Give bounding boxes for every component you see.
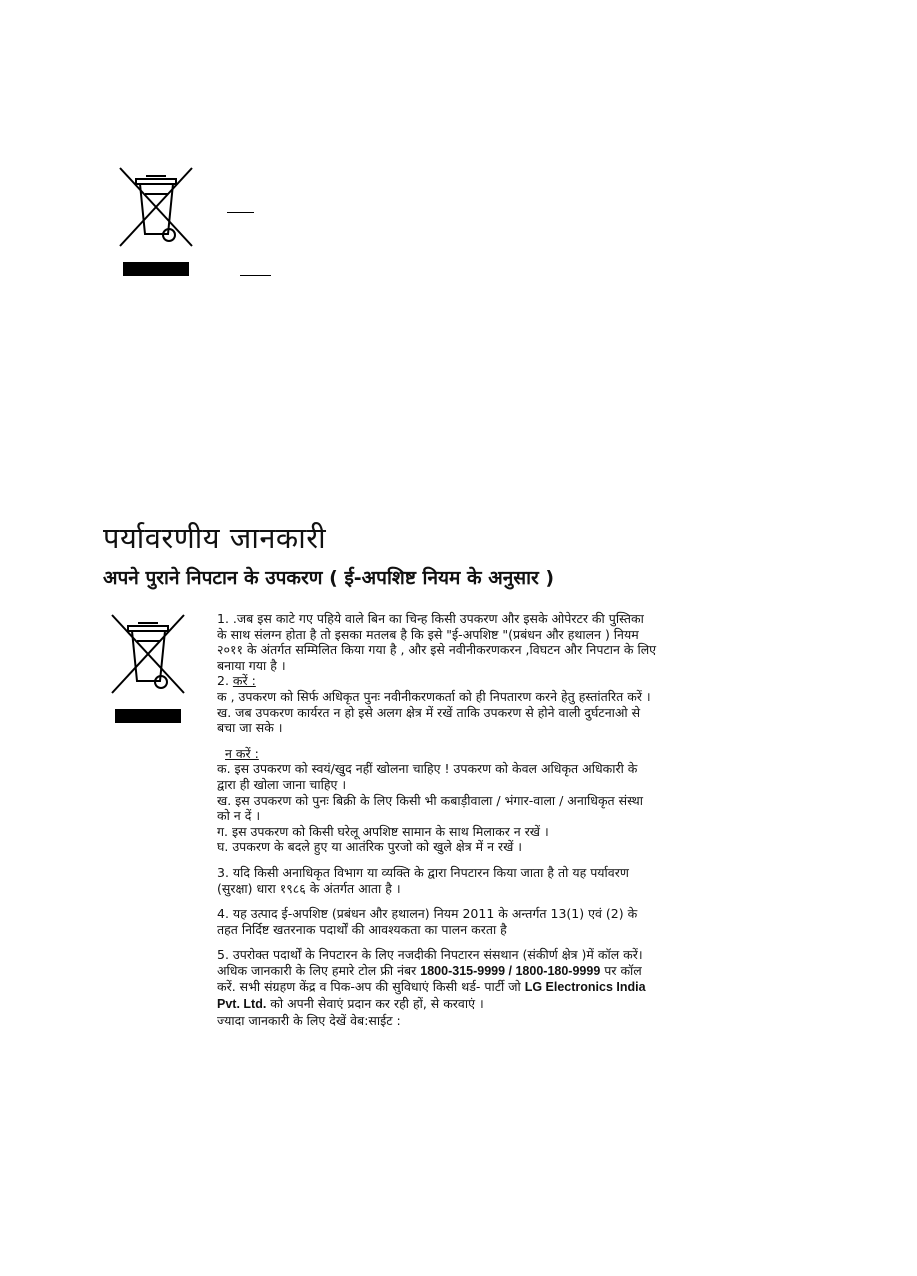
paragraph-5-part-a: 5. उपरोक्त पदार्थों के निपटारन के लिए नजदीकी निपटारन संसथान (संकीर्ण क्षेत्र )में कॉल करें। अधिक जानकारी के लिए हमारे टोल फ्री नंबर	[217, 947, 643, 978]
dont-item-ga: ग. इस उपकरण को किसी घरेलू अपशिष्ट सामान के साथ मिलाकर न रखें ।	[217, 823, 549, 839]
body-text	[217, 611, 657, 1028]
paragraph-5-part-c: को अपनी सेवाएं प्रदान कर रही हों, से करवाएं ।	[266, 996, 484, 1012]
bin-icon-underbar	[115, 709, 181, 723]
page-title: पर्यावरणीय जानकारी	[103, 521, 327, 555]
paragraph-1: 1. .जब इस काटे गए पहिये वाले बिन का चिन्ह किसी उपकरण और इसके ओपेरटर की पुस्तिका के साथ संलग्न होता है तो इसका मतलब है कि इसे "ई-अपशिष्ट "(प्रबंधन और हथालन ) नियम २०११ के अंतर्गत सम्मिलित किया गया है , और इसे नवीनीकरणकरन ,विघटन और निपटान के लिए बनाया गया है ।	[217, 611, 657, 673]
page-subtitle: अपने पुराने निपटान के उपकरण ( ई-अपशिष्ट नियम के अनुसार )	[103, 567, 555, 589]
paragraph-5-part-b: पर कॉल करें. सभी संग्रहण केंद्र व पिक-अप की सुविधाएं किसी थर्ड- पार्टी जो	[217, 962, 642, 995]
donts-heading-label: न करें :	[225, 745, 259, 761]
blank-line	[227, 212, 254, 213]
dont-item-gha: घ. उपकरण के बदले हुए या आतंरिक पुरजो को खुले क्षेत्र में न रखें ।	[217, 839, 523, 855]
toll-free-number: 1800-315-9999 / 1800-180-9999	[420, 963, 601, 978]
paragraph-4: 4. यह उत्पाद ई-अपशिष्ट (प्रबंधन और हथालन) नियम 2011 के अन्तर्गत 13(1) एवं (2) के तहत निर्दिष्ट खतरनाक पदार्थों की आवश्यकता का पालन करता है	[217, 906, 638, 937]
do-item-ka: क , उपकरण को सिर्फ अधिकृत पुनः नवीनीकरणकर्ता को ही निपतारण करने हेतु हस्तांतरित करें ।	[217, 688, 651, 704]
paragraph-3: 3. यदि किसी अनाधिकृत विभाग या व्यक्ति के द्वारा निपटारन किया जाता है तो यह पर्यावरण (सुरक्षा) धारा १९८६ के अंतर्गत आता है ।	[217, 864, 629, 896]
crossed-out-wheeled-bin-icon	[116, 164, 196, 250]
dos-number: 2.	[217, 673, 229, 689]
website-line: ज्यादा जानकारी के लिए देखें वेब:साईट :	[217, 1012, 401, 1028]
dos-heading	[217, 673, 657, 689]
dont-item-ka: क. इस उपकरण को स्वयं/खुद नहीं खोलना चाहिए ! उपकरण को केवल अधिकृत अधिकारी के द्वारा ही खोला जाना चाहिए ।	[217, 761, 638, 792]
paragraph-5	[217, 947, 657, 1012]
blank-line	[240, 275, 271, 276]
dont-item-kha: ख. इस उपकरण को पुनः बिक्री के लिए किसी भी कबाड़ीवाला / भंगार-वाला / अनाधिकृत संस्था को न दें ।	[217, 792, 643, 824]
donts-heading	[217, 746, 657, 762]
company-name: LG Electronics India Pvt. Ltd.	[217, 980, 646, 1012]
bin-icon-underbar	[123, 262, 189, 276]
crossed-out-wheeled-bin-icon	[108, 611, 188, 697]
do-item-kha: ख. जब उपकरण कार्यरत न हो इसे अलग क्षेत्र में रखें ताकि उपकरण से होने वाली दुर्घटनाओ से बचा जा सके ।	[217, 704, 641, 736]
dos-heading-label: करें :	[232, 673, 256, 689]
